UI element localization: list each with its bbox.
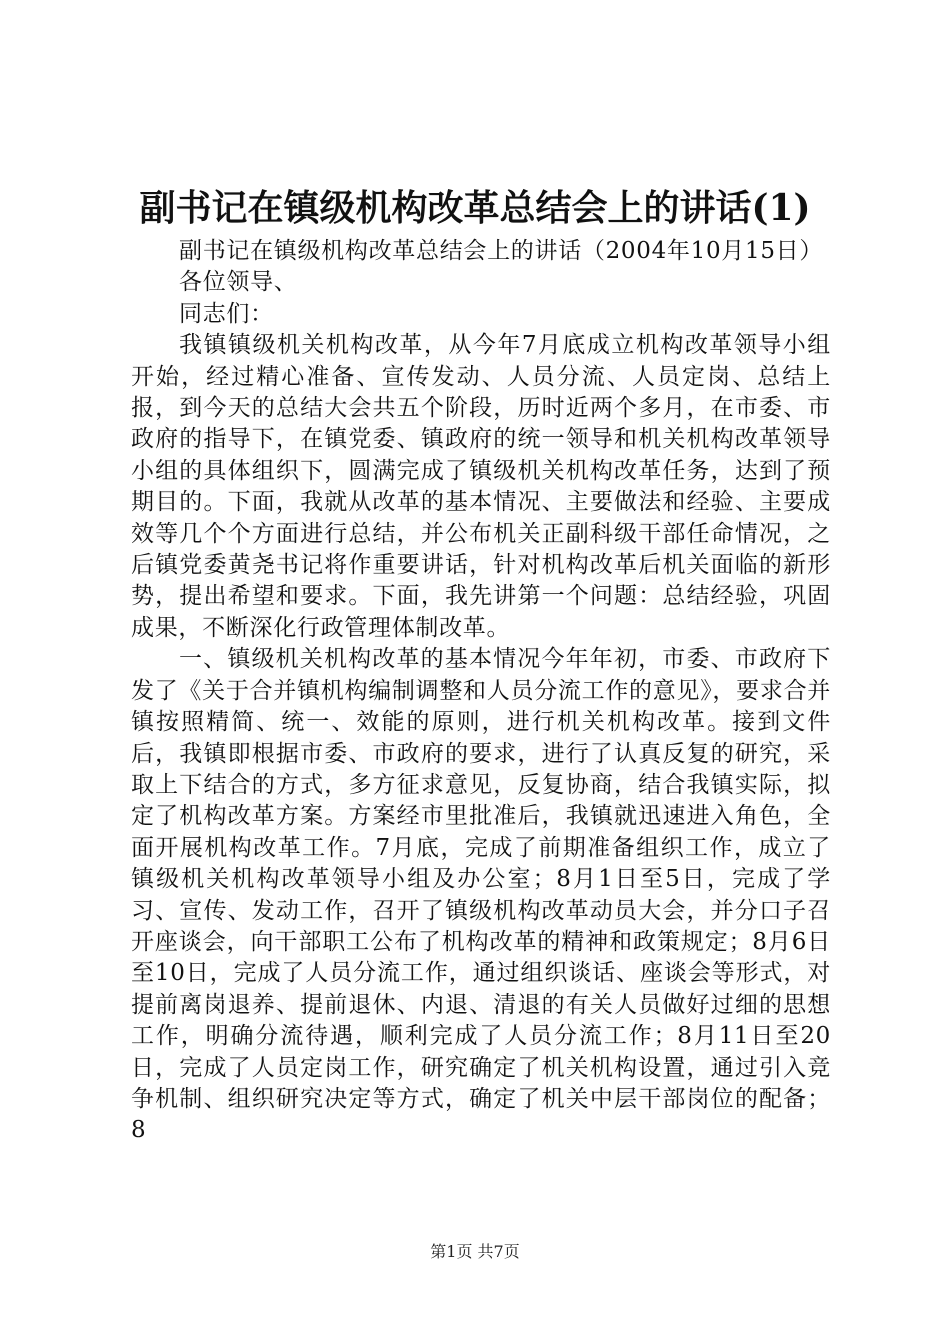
paragraph-section-one: 一、镇级机关机构改革的基本情况今年年初，市委、市政府下发了《关于合并镇机构编制调整和人员分流工作的意见》，要求合并镇按照精简、统一、效能的原则，进行机关机构改革。接到文件后，我镇即根据市委、市政府的要求，进行了认真反复的研究，采取上下结合的方式，多方征求意见，反复协商，结合我镇实际，拟定了机构改革方案。方案经市里批准后，我镇就迅速进入角色，全面开展机构改革工作。7月底，完成了前期准备组织工作，成立了镇级机关机构改革领导小组及办公室；8月1日至5日，完成了学习、宣传、发动工作，召开了镇级机构改革动员大会，并分口子召开座谈会，向干部职工公布了机构改革的精神和政策规定；8月6日至10日，完成了人员分流工作，通过组织谈话、座谈会等形式，对提前离岗退养、提前退休、内退、清退的有关人员做好过细的思想工作，明确分流待遇，顺利完成了人员分流工作；8月11日至20日，完成了人员定岗工作，研究确定了机关机构设置，通过引入竞争机制、组织研究决定等方式，确定了机关中层干部岗位的配备；8: [131, 646, 831, 1144]
document-body: [131, 236, 831, 1147]
page-indicator: 第1页 共7页: [430, 1242, 520, 1261]
document-title: 副书记在镇级机构改革总结会上的讲话(1): [139, 187, 811, 229]
paragraph-heading-line: 副书记在镇级机构改革总结会上的讲话（2004年10月15日）: [179, 238, 824, 264]
paragraph-introduction: 我镇镇级机关机构改革，从今年7月底成立机构改革领导小组开始，经过精心准备、宣传发动、人员分流、人员定岗、总结上报，到今天的总结大会共五个阶段，历时近两个多月，在市委、市政府的指导下，在镇党委、镇政府的统一领导和机关机构改革领导小组的具体组织下，圆满完成了镇级机关机构改革任务，达到了预期目的。下面，我就从改革的基本情况、主要做法和经验、主要成效等几个个方面进行总结，并公布机关正副科级干部任命情况，之后镇党委黄尧书记将作重要讲话，针对机构改革后机关面临的新形势，提出希望和要求。下面，我先讲第一个问题：总结经验，巩固成果，不断深化行政管理体制改革。: [131, 332, 831, 641]
paragraph-salutation-comrades: 同志们：: [179, 300, 274, 327]
paragraph-salutation-leaders: 各位领导、: [179, 269, 298, 296]
